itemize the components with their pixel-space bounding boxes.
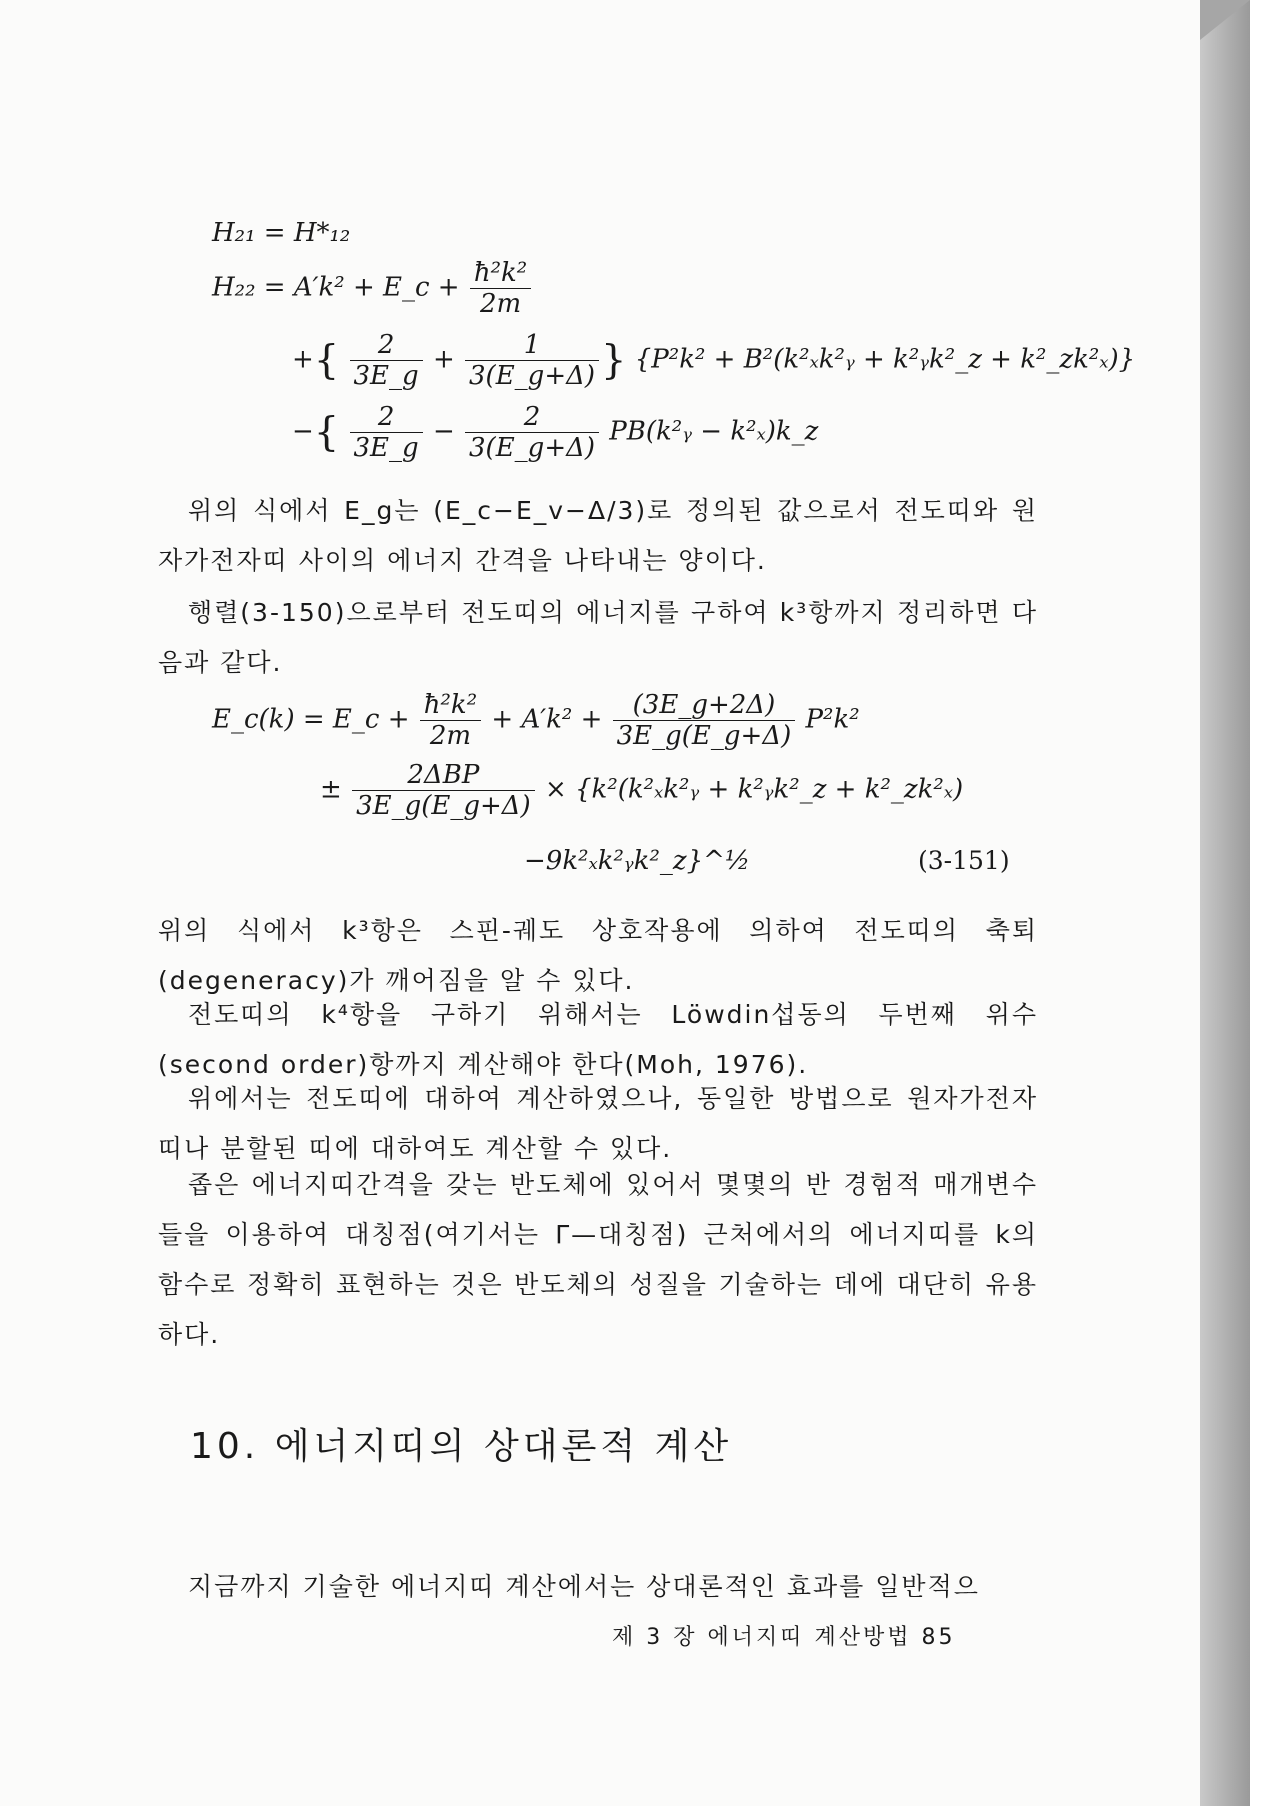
ec-tail: P²k² — [805, 704, 860, 735]
h22-l2-frac-a — [350, 330, 423, 391]
plus-sign: + — [292, 344, 314, 375]
frac-den: 3E_g(E_g+Δ) — [356, 791, 531, 821]
h22-l3-frac-a — [350, 402, 423, 463]
ec-mid: + A′k² + — [491, 704, 603, 735]
equation-ec-line1 — [212, 690, 860, 751]
equation-ec-line3: −9k²ₓk²ᵧk²_z}^½ — [524, 846, 751, 876]
minus-sign: − — [432, 416, 455, 447]
page-edge-shadow — [1200, 0, 1250, 1806]
left-brace: { — [313, 337, 340, 384]
page-edge-corner — [1200, 0, 1250, 40]
page-footer: 제 3 장 에너지띠 계산방법 85 — [612, 1625, 956, 1650]
ec-frac-1 — [420, 690, 481, 751]
paragraph-6: 좁은 에너지띠간격을 갖는 반도체에 있어서 몇몇의 반 경험적 매개변수들을 이용하여 대칭점(여기서는 Γ—대칭점) 근처에서의 에너지띠를 k의 함수로 정확히 표현하는 것은 반도체의 성질을 기술하는 데에 대단히 유용하다. — [158, 1170, 1038, 1349]
h22-lhs: H₂₂ = A′k² + E_c + — [212, 272, 460, 303]
frac-den: 2m — [429, 721, 472, 751]
paragraph-5: 위에서는 전도띠에 대하여 계산하였으나, 동일한 방법으로 원자가전자띠나 분할된 띠에 대하여도 계산할 수 있다. — [158, 1084, 1038, 1163]
left-brace: { — [313, 409, 340, 456]
minus-sign: − — [292, 416, 314, 447]
h22-fraction — [470, 258, 531, 319]
equation-ec-line2 — [320, 760, 963, 821]
right-brace: } — [601, 337, 627, 384]
paragraph-3: 위의 식에서 k³항은 스핀-궤도 상호작용에 의하여 전도띠의 축퇴(degeneracy)가 깨어짐을 알 수 있다. — [158, 916, 1038, 995]
equation-number: (3-151) — [918, 846, 1010, 875]
paragraph-7: 지금까지 기술한 에너지띠 계산에서는 상대론적인 효과를 일반적으 — [188, 1572, 980, 1601]
ec-frac-2 — [613, 690, 796, 751]
frac-num: 2ΔBP — [352, 760, 535, 791]
h22-l2-frac-b — [465, 330, 599, 391]
paragraph-4: 전도띠의 k⁴항을 구하기 위해서는 Löwdin섭동의 두번째 위수(second order)항까지 계산해야 한다(Moh, 1976). — [158, 1000, 1038, 1079]
ec-lhs: E_c(k) = E_c + — [212, 704, 410, 735]
paragraph-1: 위의 식에서 E_g는 (E_c−E_v−Δ/3)로 정의된 값으로서 전도띠와 원자가전자띠 사이의 에너지 간격을 나타내는 양이다. — [158, 496, 1038, 575]
paragraph-2: 행렬(3-150)으로부터 전도띠의 에너지를 구하여 k³항까지 정리하면 다음과 같다. — [158, 598, 1038, 677]
equation-h22-line1 — [212, 258, 533, 319]
frac-num: 2 — [465, 402, 599, 433]
plus-minus-sign: ± — [320, 774, 342, 805]
section-heading: 10. 에너지띠의 상대론적 계산 — [190, 1426, 733, 1467]
frac-den: 3E_g(E_g+Δ) — [616, 721, 792, 751]
frac-num: (3E_g+2Δ) — [613, 690, 796, 721]
frac-num: 2 — [350, 330, 423, 361]
frac-num: 2 — [350, 402, 423, 433]
ec2-tail: × {k²(k²ₓk²ᵧ + k²ᵧk²_z + k²_zk²ₓ) — [544, 774, 964, 805]
h22-l3-frac-b — [465, 402, 599, 463]
frac-den: 3(E_g+Δ) — [469, 361, 596, 391]
frac-den: 3(E_g+Δ) — [469, 433, 596, 463]
h22-l3-tail: PB(k²ᵧ − k²ₓ)k_z — [609, 416, 819, 447]
frac-num: ħ²k² — [420, 690, 481, 721]
h22-frac-den: 2m — [479, 289, 522, 319]
frac-num: 1 — [465, 330, 599, 361]
h22-l2-tail: {P²k² + B²(k²ₓk²ᵧ + k²ᵧk²_z + k²_zk²ₓ)} — [634, 344, 1136, 375]
frac-den: 3E_g — [353, 361, 419, 391]
equation-h22-line3 — [292, 402, 818, 463]
h22-frac-num: ħ²k² — [470, 258, 531, 289]
plus-sign: + — [432, 344, 455, 375]
equation-h22-line2 — [292, 330, 1135, 391]
equation-h21: H₂₁ = H*₁₂ — [212, 218, 351, 248]
ec2-frac — [352, 760, 535, 821]
frac-den: 3E_g — [353, 433, 419, 463]
